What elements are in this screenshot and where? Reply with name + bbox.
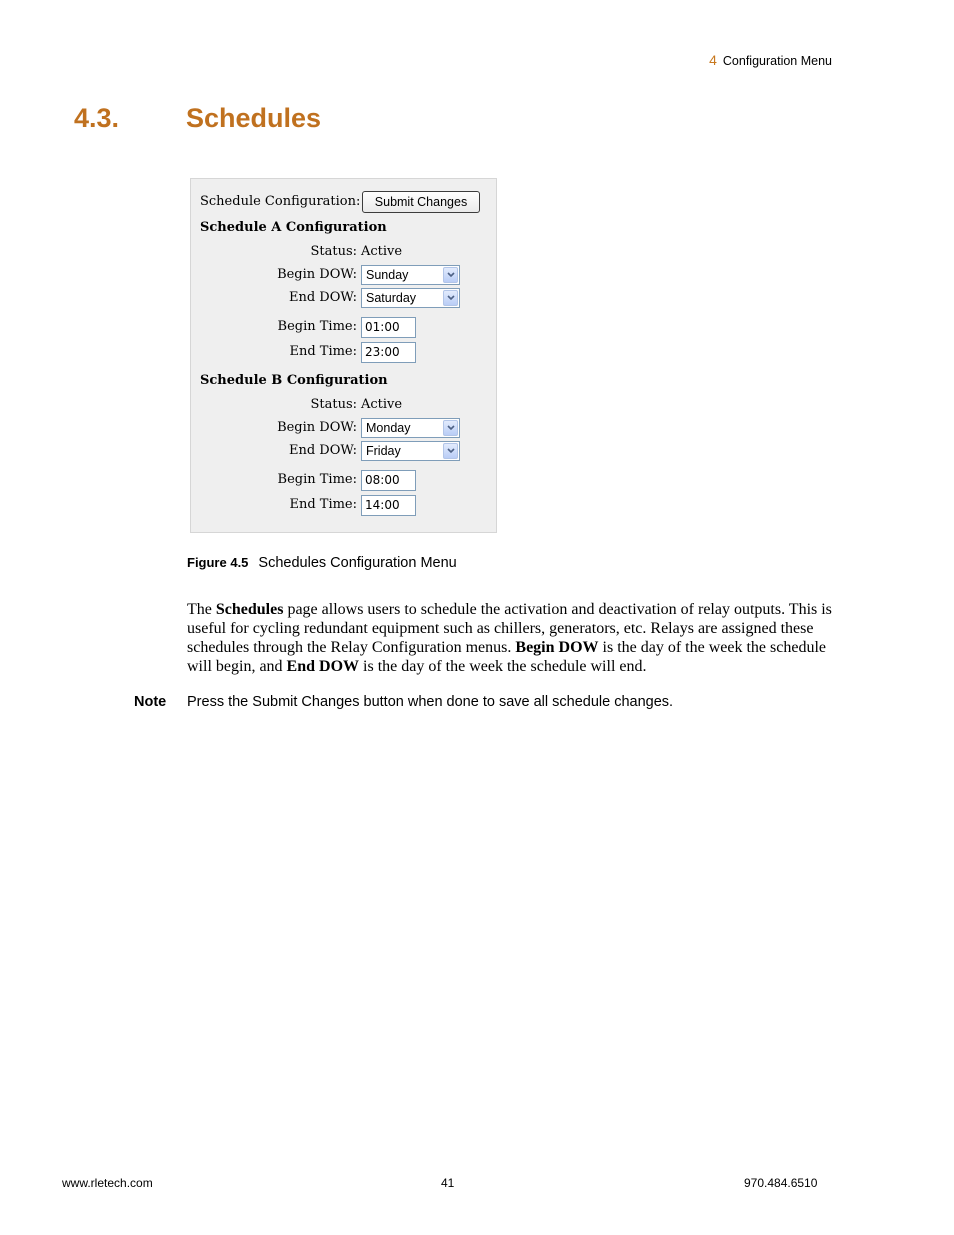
section-title: Schedules [186, 103, 322, 133]
schedule-a-end-time-label: End Time: [289, 344, 357, 359]
figure-caption-text: Schedules Configuration Menu [258, 555, 457, 571]
note-text: Press the Submit Changes button when done to save all schedule changes. [187, 694, 674, 710]
schedule-a-end-time-input[interactable]: 23:00 [361, 342, 416, 363]
schedule-b-begin-dow-label: Begin DOW: [277, 420, 357, 435]
schedule-a-begin-dow-select[interactable] [361, 265, 460, 285]
figure-caption [187, 555, 457, 571]
schedule-a-end-dow-label: End DOW: [288, 290, 357, 305]
figure-number: Figure 4.5 [187, 555, 249, 570]
body-paragraph [187, 600, 847, 676]
paragraph-bold: End DOW [286, 658, 360, 675]
dropdown-button[interactable] [443, 443, 458, 459]
schedule-b-begin-time-input[interactable]: 08:00 [361, 470, 416, 491]
chapter-number: 4 [709, 52, 717, 68]
note-label: Note [134, 694, 167, 710]
schedule-a-status-value: Active [361, 244, 403, 259]
schedule-b-status-value: Active [361, 397, 403, 412]
chevron-down-icon [447, 295, 455, 301]
schedule-config-screenshot [190, 178, 497, 533]
dropdown-button[interactable] [443, 290, 458, 306]
schedule-b-status-label: Status: [310, 397, 357, 412]
select-value: Friday [366, 444, 401, 458]
chapter-title: Configuration Menu [722, 54, 832, 68]
schedule-b-heading: Schedule B Configuration [200, 373, 388, 388]
schedule-a-end-dow-select[interactable] [361, 288, 460, 308]
running-header [709, 52, 832, 68]
schedule-b-end-dow-label: End DOW: [288, 443, 357, 458]
section-number: 4.3. [74, 103, 120, 133]
schedule-b-end-dow-select[interactable] [361, 441, 460, 461]
schedule-a-status-label: Status: [310, 244, 357, 259]
chevron-down-icon [447, 272, 455, 278]
schedule-a-begin-time-input[interactable]: 01:00 [361, 317, 416, 338]
schedule-config-title: Schedule Configuration: [200, 194, 361, 209]
schedule-b-begin-time-label: Begin Time: [277, 472, 357, 487]
schedule-a-heading: Schedule A Configuration [200, 220, 387, 235]
chevron-down-icon [447, 425, 455, 431]
select-value: Saturday [366, 291, 417, 305]
schedule-a-begin-dow-label: Begin DOW: [277, 267, 357, 282]
chevron-down-icon [447, 448, 455, 454]
schedule-b-end-time-input[interactable]: 14:00 [361, 495, 416, 516]
paragraph-text: page allows users to schedule the activation and deactivation of relay outputs. This is useful for cycling redundant equipment such as chillers, generators, etc. Relays are assigned these schedules through the Relay Configuration menus. [187, 601, 832, 656]
select-value: Sunday [366, 268, 409, 282]
footer-phone: 970.484.6510 [744, 1176, 818, 1190]
paragraph-text: The [187, 601, 216, 618]
schedule-b-begin-dow-select[interactable] [361, 418, 460, 438]
paragraph-bold: Schedules [215, 601, 284, 618]
select-value: Monday [366, 421, 411, 435]
submit-changes-button[interactable]: Submit Changes [362, 191, 480, 213]
footer-page-number: 41 [441, 1176, 455, 1190]
schedule-a-begin-time-label: Begin Time: [277, 319, 357, 334]
schedule-b-end-time-label: End Time: [289, 497, 357, 512]
footer-website: www.rletech.com [62, 1176, 153, 1190]
paragraph-text: is the day of the week the schedule will begin, and [187, 639, 826, 675]
dropdown-button[interactable] [443, 420, 458, 436]
paragraph-text: is the day of the week the schedule will end. [359, 658, 647, 675]
dropdown-button[interactable] [443, 267, 458, 283]
paragraph-bold: Begin DOW [515, 639, 599, 656]
